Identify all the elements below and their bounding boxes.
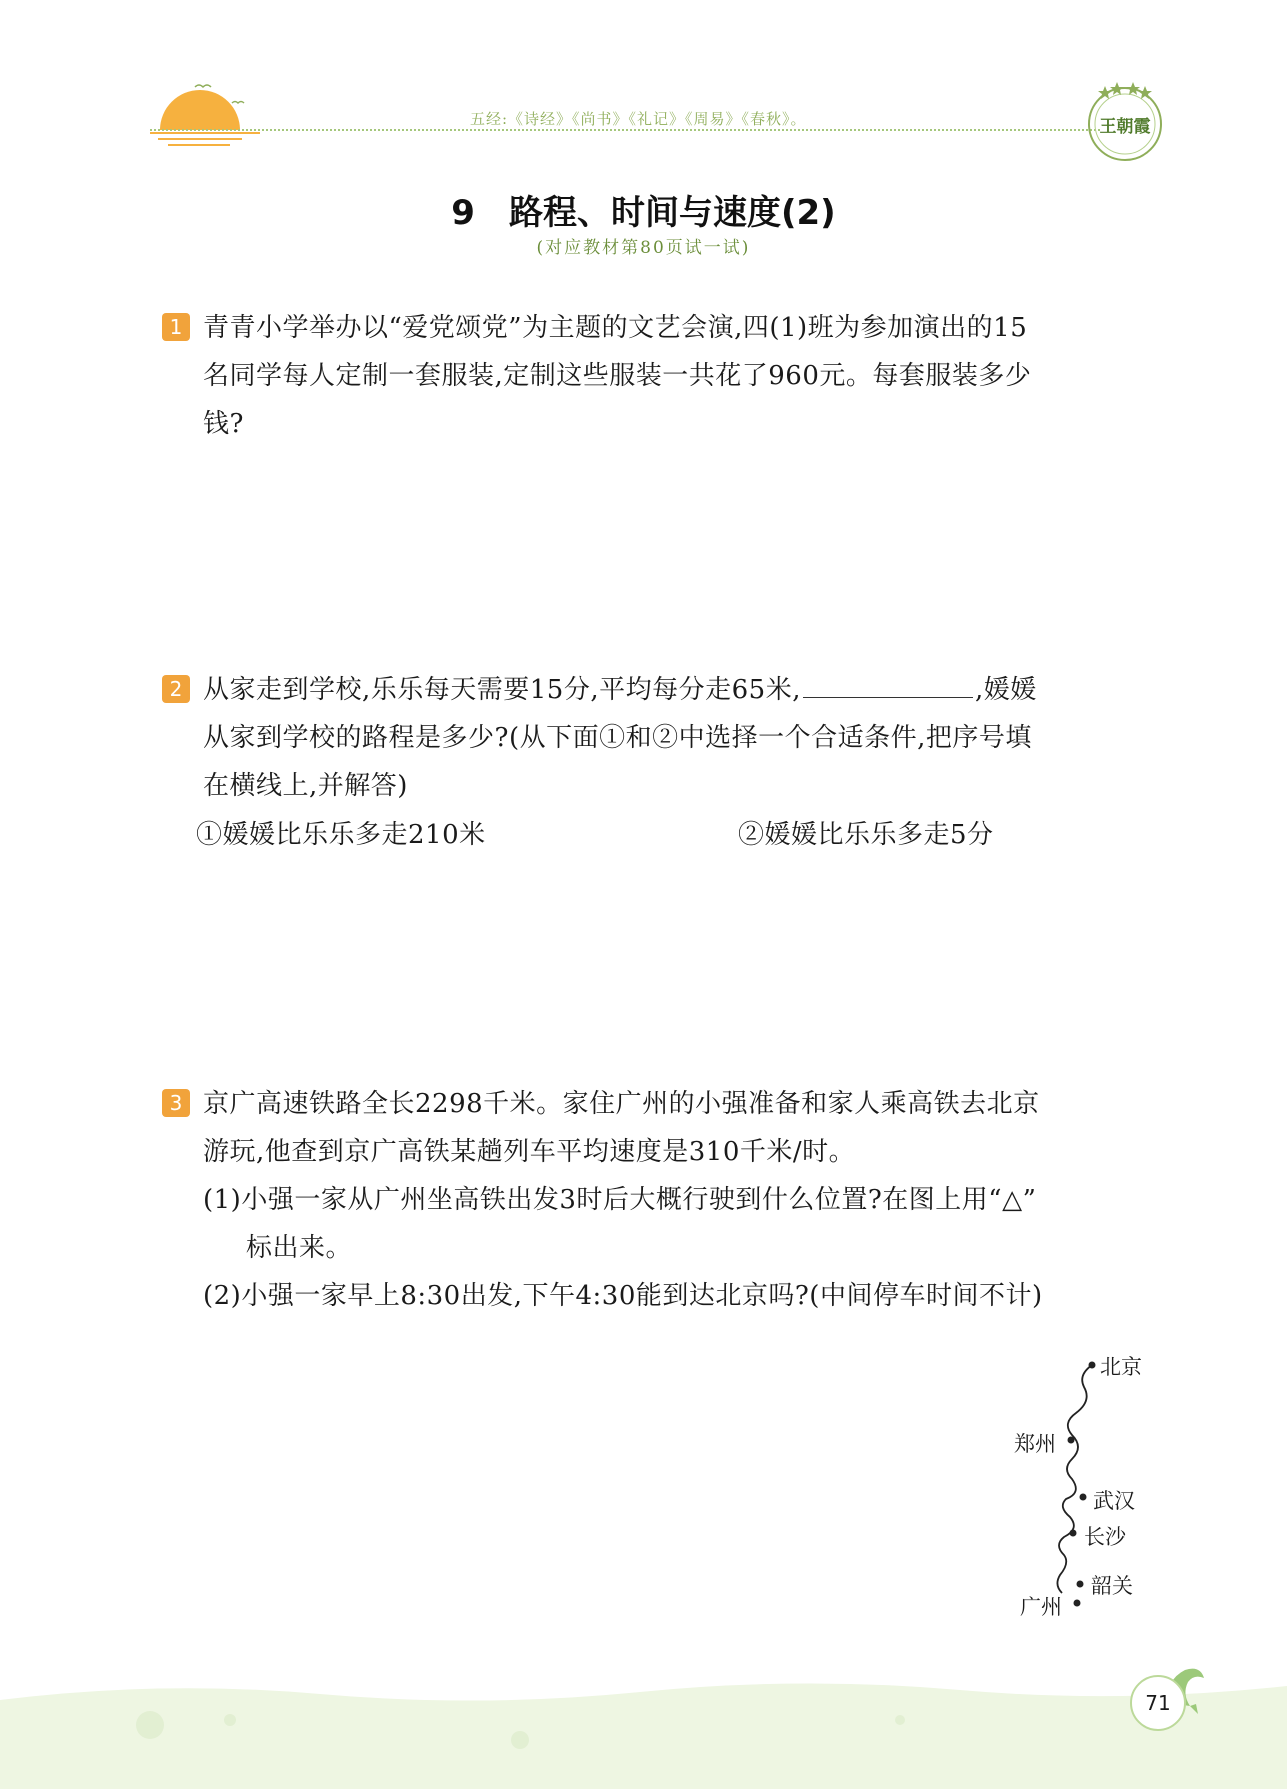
question-2-line-3: 在横线上,并解答) <box>203 771 408 801</box>
footer-wave-decoration <box>0 1680 1287 1789</box>
question-2-line-1 <box>203 666 1037 714</box>
question-1-line-2: 名同学每人定制一套服装,定制这些服装一共花了960元。每套服装多少 <box>203 361 1032 391</box>
question-2-option-1: ①媛媛比乐乐多走210米 <box>196 820 486 850</box>
city-label-shaoguan: 韶关 <box>1091 1574 1133 1598</box>
question-2-option-2: ②媛媛比乐乐多走5分 <box>738 820 994 850</box>
page-title: 9 路程、时间与速度(2) <box>451 193 836 233</box>
city-label-beijing: 北京 <box>1100 1355 1142 1379</box>
question-number-badge: 3 <box>162 1089 190 1117</box>
railway-line <box>1000 1345 1180 1625</box>
question-3-part-1-cont: 标出来。 <box>246 1233 353 1263</box>
city-label-changsha: 长沙 <box>1084 1525 1126 1549</box>
question-3-line-2: 游玩,他查到京广高铁某趟列车平均速度是310千米/时。 <box>203 1137 856 1167</box>
logo-text: 王朝霞 <box>1099 117 1151 137</box>
city-label-zhengzhou: 郑州 <box>1014 1432 1056 1456</box>
answer-blank[interactable] <box>803 671 973 698</box>
question-1-line-3: 钱? <box>203 409 244 439</box>
question-number-badge: 2 <box>162 675 190 703</box>
question-1-line-1: 青青小学举办以“爱党颂党”为主题的文艺会演,四(1)班为参加演出的15 <box>203 313 1028 343</box>
header-motto: 五经:《诗经》《尚书》《礼记》《周易》《春秋》。 <box>470 110 807 128</box>
question-2-text-after-blank: ,媛媛 <box>974 675 1037 705</box>
brand-logo-icon <box>1080 76 1170 166</box>
question-3-part-1: (1)小强一家从广州坐高铁出发3时后大概行驶到什么位置?在图上用“△” <box>203 1185 1037 1215</box>
page-subtitle: (对应教材第80页试一试) <box>536 238 751 258</box>
city-label-guangzhou: 广州 <box>1020 1595 1062 1619</box>
question-number-badge: 1 <box>162 313 190 341</box>
question-3-part-2: (2)小强一家早上8:30出发,下午4:30能到达北京吗?(中间停车时间不计) <box>203 1281 1043 1311</box>
railway-route-map[interactable] <box>1000 1345 1180 1625</box>
header-divider <box>150 129 1100 131</box>
question-2-line-2: 从家到学校的路程是多少?(从下面①和②中选择一个合适条件,把序号填 <box>203 723 1032 753</box>
question-2-text-before-blank: 从家走到学校,乐乐每天需要15分,平均每分走65米, <box>203 675 801 705</box>
page-number: 71 <box>1130 1675 1186 1731</box>
sun-decoration-icon <box>150 75 260 155</box>
city-label-wuhan: 武汉 <box>1093 1489 1135 1513</box>
question-3-line-1: 京广高速铁路全长2298千米。家住广州的小强准备和家人乘高铁去北京 <box>203 1089 1040 1119</box>
